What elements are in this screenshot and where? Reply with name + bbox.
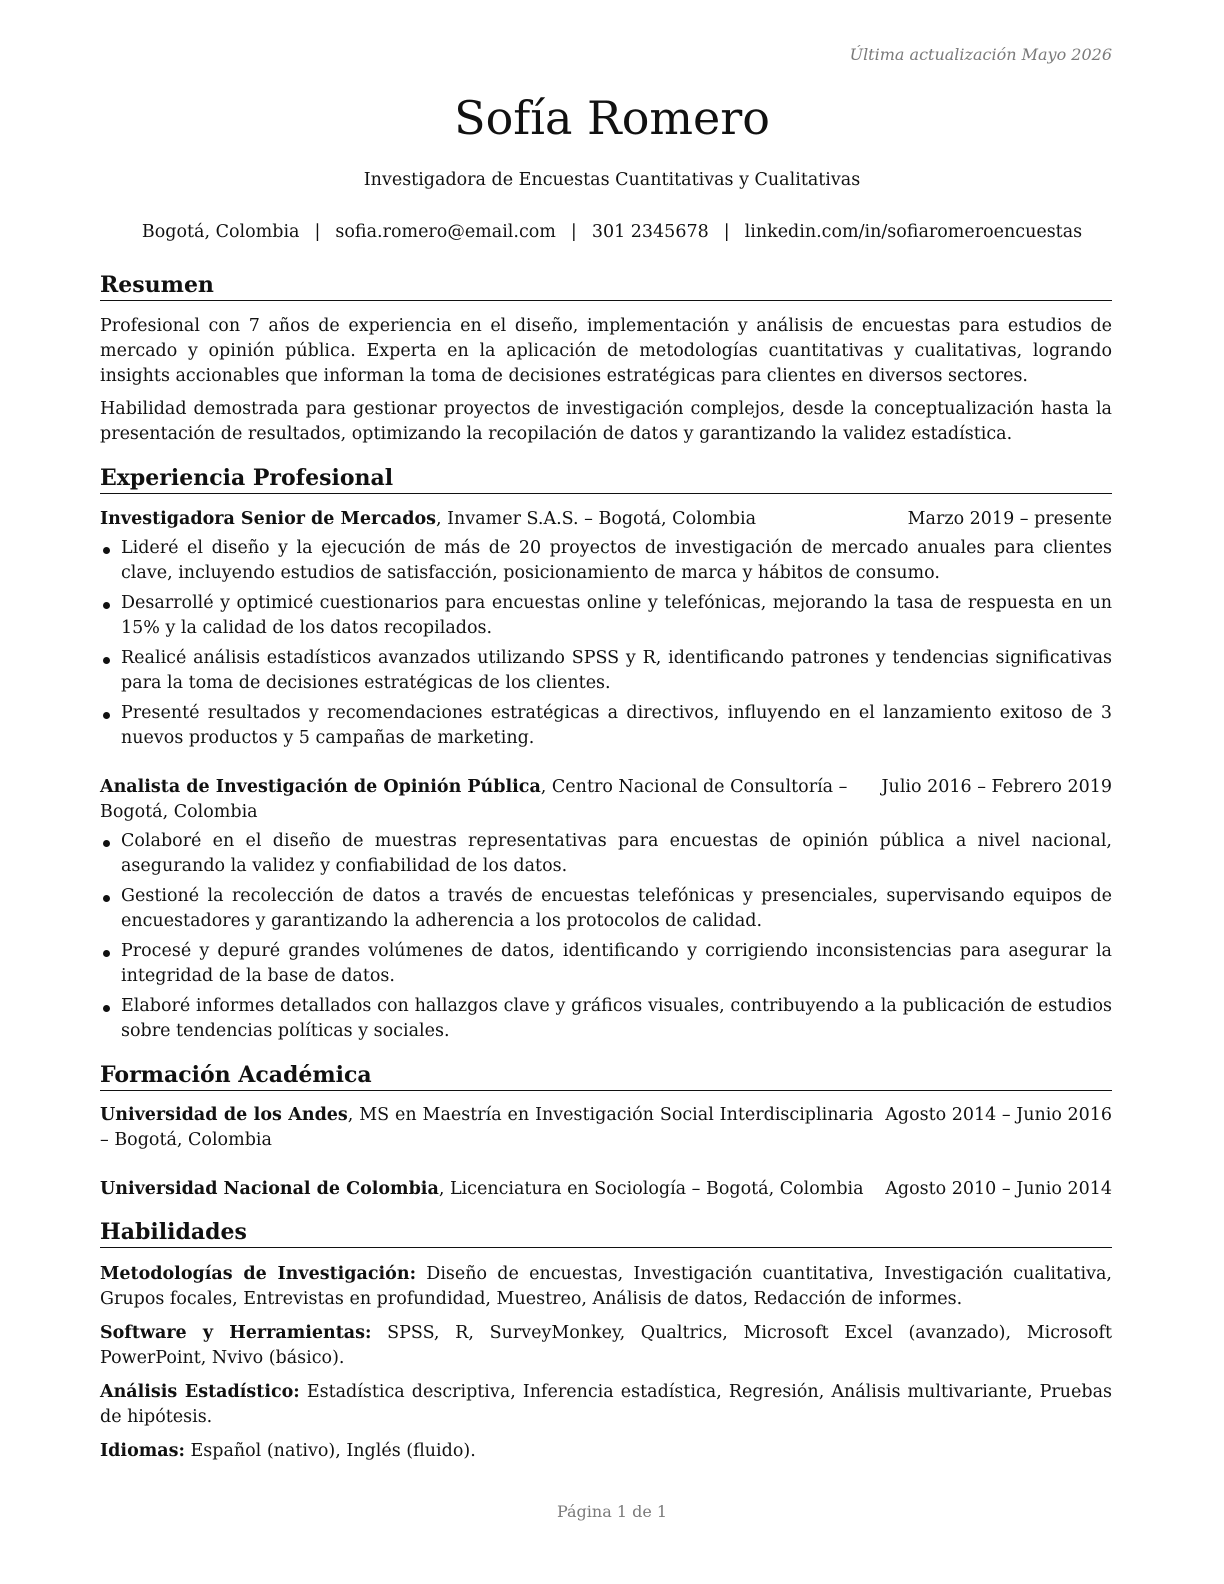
skill-label: Idiomas: bbox=[100, 1441, 185, 1461]
job-header bbox=[100, 775, 1112, 825]
section-title-education: Formación Académica bbox=[100, 1060, 1112, 1091]
bullet-icon bbox=[103, 950, 110, 957]
section-title-experience: Experiencia Profesional bbox=[100, 463, 1112, 494]
education-dates: Agosto 2014 – Junio 2016 bbox=[885, 1105, 1112, 1125]
bullet-icon bbox=[103, 895, 110, 902]
education-header bbox=[100, 1103, 1112, 1153]
bullet-icon bbox=[103, 547, 110, 554]
job-dates: Marzo 2019 – presente bbox=[907, 509, 1112, 529]
skill-label: Metodologías de Investigación: bbox=[100, 1264, 417, 1284]
section-title-skills: Habilidades bbox=[100, 1217, 1112, 1248]
job-org: , Invamer S.A.S. – Bogotá, Colombia bbox=[436, 509, 757, 529]
list-item: Realicé análisis estadísticos avanzados utilizando SPSS y R, identificando patrones y tendencias significativas para la toma de decisiones estratégicas de los clientes. bbox=[100, 646, 1112, 696]
contact-separator: | bbox=[723, 222, 730, 242]
job-org: , Centro Nacional de Consultoría – Bogotá, Colombia bbox=[100, 777, 848, 822]
list-item: Colaboré en el diseño de muestras representativas para encuestas de opinión pública a nivel nacional, asegurando la validez y confiabilidad de los datos. bbox=[100, 829, 1112, 879]
skill-label: Análisis Estadístico: bbox=[100, 1382, 300, 1402]
bullet-icon bbox=[103, 712, 110, 719]
last-updated: Última actualización Mayo 2026 bbox=[849, 45, 1112, 64]
education-degree: , Licenciatura en Sociología – Bogotá, Colombia bbox=[438, 1179, 864, 1199]
summary-paragraph: Profesional con 7 años de experiencia en el diseño, implementación y análisis de encuestas para estudios de mercado y opinión pública. Experta en la aplicación de metodologías cuantitativas y cualitativas, logrando insights accionables que informan la toma de decisiones estratégicas para clientes en diversos sectores. bbox=[100, 316, 1112, 386]
list-item: Presenté resultados y recomendaciones estratégicas a directivos, influyendo en el lanzamiento exitoso de 3 nuevos productos y 5 campañas de marketing. bbox=[100, 701, 1112, 751]
contact-linkedin[interactable]: linkedin.com/in/sofiaromeroencuestas bbox=[744, 222, 1083, 242]
job-role: Investigadora Senior de Mercados bbox=[100, 509, 437, 529]
contact-separator: | bbox=[314, 222, 321, 242]
candidate-name: Sofía Romero bbox=[454, 91, 770, 145]
job-entry bbox=[100, 507, 1112, 756]
list-item: Desarrollé y optimicé cuestionarios para encuestas online y telefónicas, mejorando la tasa de respuesta en un 15% y la calidad de los datos recopilados. bbox=[100, 591, 1112, 641]
skill-label: Software y Herramientas: bbox=[100, 1323, 372, 1343]
contact-separator: | bbox=[570, 222, 577, 242]
bullet-icon bbox=[103, 840, 110, 847]
skill-item: Idiomas: Español (nativo), Inglés (fluido). bbox=[100, 1441, 476, 1461]
contact-phone: 301 2345678 bbox=[591, 222, 709, 242]
education-entry bbox=[100, 1177, 1112, 1202]
list-item: Elaboré informes detallados con hallazgos clave y gráficos visuales, contribuyendo a la publicación de estudios sobre tendencias políticas y sociales. bbox=[100, 994, 1112, 1044]
summary-block bbox=[100, 314, 1112, 447]
list-item: Lideré el diseño y la ejecución de más de 20 proyectos de investigación de mercado anuales para clientes clave, incluyendo estudios de satisfacción, posicionamiento de marca y hábitos de consumo. bbox=[100, 536, 1112, 586]
contact-email[interactable]: sofia.romero@email.com bbox=[335, 222, 556, 242]
job-bullets bbox=[100, 536, 1112, 751]
education-degree: , MS en Maestría en Investigación Social Interdisciplinaria – Bogotá, Colombia bbox=[100, 1105, 874, 1150]
education-dates: Agosto 2010 – Junio 2014 bbox=[885, 1179, 1112, 1199]
section-title-summary: Resumen bbox=[100, 270, 1112, 301]
job-bullets bbox=[100, 829, 1112, 1044]
bullet-icon bbox=[103, 1005, 110, 1012]
bullet-icon bbox=[103, 657, 110, 664]
page-number: Página 1 de 1 bbox=[556, 1502, 668, 1521]
bullet-icon bbox=[103, 602, 110, 609]
skill-item: Metodologías de Investigación: Diseño de encuestas, Investigación cuantitativa, Investigación cualitativa, Grupos focales, Entrevistas en profundidad, Muestreo, Análisis de datos, Redacción de informes. bbox=[100, 1264, 1112, 1309]
candidate-title: Investigadora de Encuestas Cuantitativas y Cualitativas bbox=[363, 170, 861, 190]
education-school: Universidad Nacional de Colombia bbox=[100, 1179, 439, 1199]
list-item: Procesé y depuré grandes volúmenes de datos, identificando y corrigiendo inconsistencias para asegurar la integridad de la base de datos. bbox=[100, 939, 1112, 989]
education-entry bbox=[100, 1103, 1112, 1153]
job-header bbox=[100, 507, 1112, 532]
job-dates: Julio 2016 – Febrero 2019 bbox=[881, 777, 1112, 797]
education-header bbox=[100, 1177, 1112, 1202]
job-role: Analista de Investigación de Opinión Pública bbox=[100, 777, 541, 797]
summary-paragraph: Habilidad demostrada para gestionar proyectos de investigación complejos, desde la conceptualización hasta la presentación de resultados, optimizando la recopilación de datos y garantizando la validez estadística. bbox=[100, 399, 1112, 444]
contact-location: Bogotá, Colombia bbox=[141, 222, 300, 242]
contact-line bbox=[0, 220, 1224, 244]
education-school: Universidad de los Andes bbox=[100, 1105, 348, 1125]
list-item: Gestioné la recolección de datos a través de encuestas telefónicas y presenciales, supervisando equipos de encuestadores y garantizando la adherencia a los protocolos de calidad. bbox=[100, 884, 1112, 934]
skill-item: Software y Herramientas: SPSS, R, SurveyMonkey, Qualtrics, Microsoft Excel (avanzado), Microsoft PowerPoint, Nvivo (básico). bbox=[100, 1323, 1112, 1368]
skills-block bbox=[100, 1262, 1112, 1464]
skill-item: Análisis Estadístico: Estadística descriptiva, Inferencia estadística, Regresión, Análisis multivariante, Pruebas de hipótesis. bbox=[100, 1382, 1112, 1427]
job-entry bbox=[100, 775, 1112, 1049]
